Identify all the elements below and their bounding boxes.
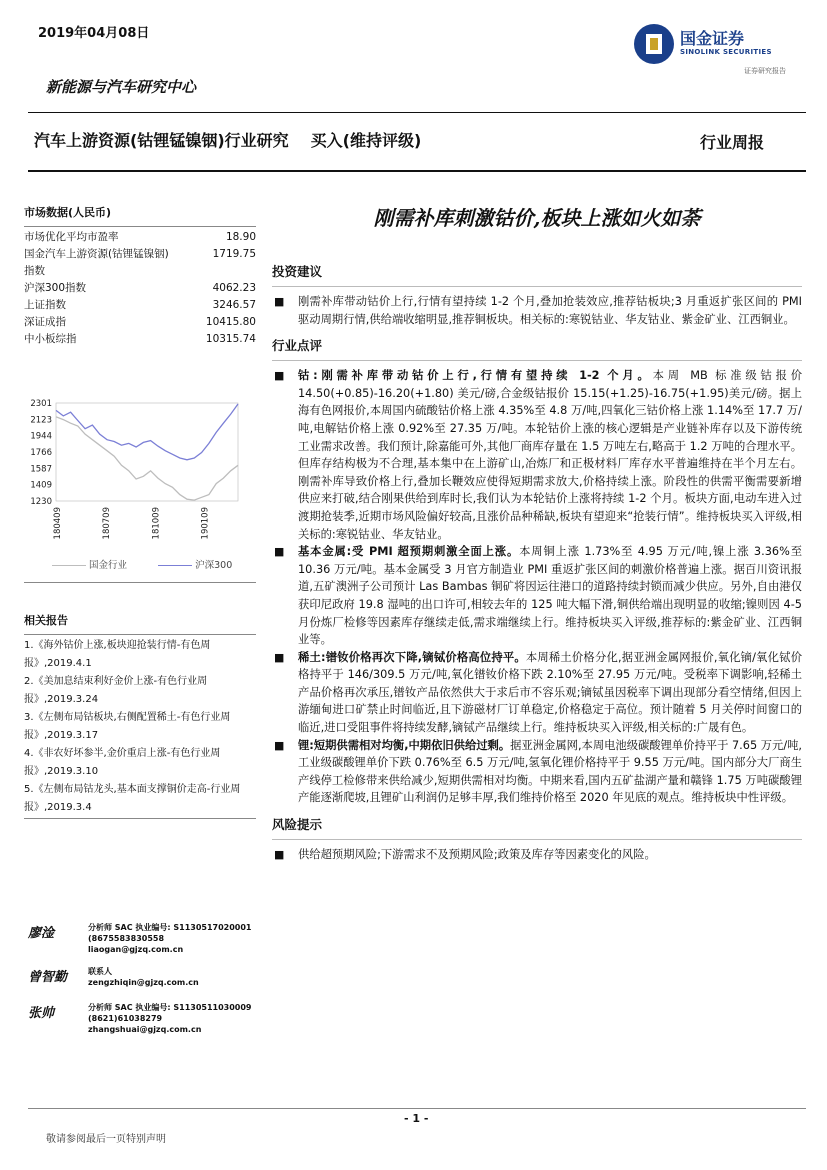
market-label: 市场优化平均市盈率	[24, 231, 119, 243]
y-tick-label: 1409	[30, 480, 52, 491]
related-reports	[24, 612, 256, 817]
report-link[interactable]: 2.《美加息结束利好金价上涨-有色行业周报》,2019.3.24	[24, 676, 208, 705]
analyst-name: 廖淦	[28, 926, 55, 941]
y-tick-label: 2123	[30, 415, 52, 426]
market-row	[24, 297, 256, 314]
header-rule-top	[28, 112, 806, 113]
point-body: 据亚洲金属网,本周电池级碳酸锂单价持平于 7.65 万元/吨,工业级碳酸锂单价下跌 0.76%至 6.5 万元/吨,氢氧化锂价格持平于 9.55 万元/吨。国内部分大厂商生产线停工检修带来供给减少,短期供需相对均衡。中期来看,国内五矿盐湖产量和赣锋 1.75 万吨碳酸锂产能逐渐爬坡,且锂矿山利润仍足够丰厚,我们维持价格至 2020 年见底的观点。维持板块中性评级。	[298, 738, 803, 805]
chart-legend	[24, 557, 256, 571]
legend-label-industry: 国金行业	[89, 560, 128, 571]
report-link[interactable]: 4.《非农好坏参半,金价重启上涨-有色行业周报》,2019.3.10	[24, 748, 221, 777]
bullet-icon: ■	[274, 545, 285, 559]
market-value: 10315.74	[205, 333, 256, 345]
legend-swatch-industry	[52, 565, 86, 566]
plot-frame	[56, 403, 238, 501]
brand-name: 国金证券	[680, 29, 745, 48]
disclaimer-note[interactable]: 敬请参阅最后一页特别声明	[46, 1134, 166, 1145]
y-tick-label: 2301	[30, 399, 52, 409]
x-tick-label: 180409	[53, 507, 63, 540]
bullet-icon: ■	[274, 738, 285, 752]
legend-swatch-hs300	[158, 565, 192, 566]
point-body: 本周稀土价格分化,据亚洲金属网报价,氧化镝/氧化铽价格持平于 146/309.5 万元/吨,氧化镨钕价格下跌 2.10%至 27.95 万元/吨。受税率下调影响,轻稀土产品价格再次承压,镨钕产品依然供大于求后市不容乐观;镝铽虽因税率下调出现部分看空情绪,但因上游缅甸进口矿禁止时间临近,且下游磁材厂订单稳定,价格稳定于高位。预计随着 5 月关停时间窗口的临近,进口受阻事件将持续发酵,镝铽产品继续上行。维持板块买入评级,相关标的:广晟有色。	[298, 650, 802, 735]
page-number: - 1 -	[404, 1112, 429, 1125]
report-headline	[34, 128, 421, 151]
report-link[interactable]: 1.《海外钴价上涨,板块迎抢装行情-有色周报》,2019.4.1	[24, 640, 211, 669]
brand-english: SINOLINK SECURITIES	[680, 48, 772, 56]
analyst-name: 曾智勤	[28, 970, 68, 985]
analyst-line: 联系人	[88, 967, 112, 976]
market-row	[24, 229, 256, 246]
y-tick-label: 1766	[30, 447, 52, 458]
market-data-title: 市场数据(人民币)	[24, 206, 112, 219]
x-tick-label: 181009	[151, 507, 162, 540]
risk-paragraph	[272, 846, 802, 864]
market-row	[24, 246, 256, 280]
risk-title: 风险提示	[272, 817, 323, 833]
point-head: 稀土:镨钕价格再次下降,镝铽价格高位持平。	[298, 650, 526, 664]
analyst-info	[88, 1002, 252, 1035]
analyst-line: 分析师 SAC 执业编号: S1130517020001	[88, 923, 252, 932]
point-body: 本周铜上涨 1.73%至 4.95 万元/吨,镍上涨 3.36%至 10.36 万元/吨。基本金属受 3 月官方制造业 PMI 重返扩张区间的刺激价格普遍上涨。据百川资讯报道,五矿澳洲子公司预计 Las Bambas 铜矿将因运往港口的道路持续封锁而减少供应。另外,自由港仅获印尼政府 19.8 湿吨的出口许可,相较去年的 125 吨大幅下滑,铜供给端出现明显的收缩;镍则因 4-5 月份炼厂检修等因素库存继续走低,需求端继续上行。维持板块买入评级,推荐标的:紫金矿业、江西铜业等。	[298, 545, 802, 647]
bullet-icon: ■	[274, 369, 285, 383]
analyst-line: (8621)61038279	[88, 1014, 163, 1023]
report-link[interactable]: 3.《左侧布局钴板块,右侧配置稀土-有色行业周报》,2019.3.17	[24, 712, 231, 741]
invest-text: 刚需补库带动钴价上行,行情有望持续 1-2 个月,叠加抢装效应,推荐钴板块;3 月重返扩张区间的 PMI 驱动周期行情,供给端收缩明显,推荐铜板块。相关标的:寒锐钴业、华友钴业、紫金矿业、江西铜业。	[298, 295, 802, 326]
y-tick-label: 1230	[30, 497, 52, 507]
market-value: 4062.23	[212, 282, 256, 294]
x-tick-label: 180709	[102, 507, 113, 540]
point-lithium	[272, 737, 802, 807]
series-line-0	[56, 417, 238, 500]
reports-divider	[24, 818, 256, 819]
risk-text: 供给超预期风险;下游需求不及预期风险;政策及库存等因素变化的风险。	[298, 848, 656, 862]
market-data-panel	[24, 204, 256, 348]
y-tick-label: 1944	[30, 431, 52, 442]
related-reports-list	[24, 634, 256, 817]
market-label: 深证成指	[24, 316, 66, 328]
brand-subtitle: 证券研究报告	[744, 67, 786, 75]
report-date: 2019年04月08日	[38, 26, 150, 41]
point-base-metals	[272, 543, 802, 649]
research-center: 新能源与汽车研究中心	[46, 78, 197, 96]
point-cobalt	[272, 367, 802, 543]
market-label: 中小板综指	[24, 333, 77, 345]
report-type: 行业周报	[700, 133, 765, 152]
market-value: 1719.75	[212, 248, 256, 260]
headline-text: 汽车上游资源(钴锂锰镍铟)行业研究	[34, 131, 289, 150]
index-chart	[24, 386, 256, 578]
market-row	[24, 331, 256, 348]
market-row	[24, 280, 256, 297]
rating-text: 买入(维持评级)	[310, 131, 422, 150]
analyst-info	[88, 966, 199, 988]
analyst-name: 张帅	[28, 1006, 55, 1021]
related-reports-title: 相关报告	[24, 614, 68, 627]
analyst-line: 分析师 SAC 执业编号: S1130511030009	[88, 1003, 252, 1012]
report-title: 刚需补库刺激钴价,板块上涨如火如荼	[373, 206, 701, 230]
market-row	[24, 314, 256, 331]
market-data-list	[24, 226, 256, 348]
point-head: 钴:刚需补库带动钴价上行,行情有望持续 1-2 个月。	[298, 369, 653, 383]
point-rare-earth	[272, 649, 802, 737]
point-head: 基本金属:受 PMI 超预期刺激全面上涨。	[298, 545, 520, 559]
bullet-icon: ■	[274, 295, 285, 308]
footer-rule	[28, 1108, 806, 1109]
invest-paragraph	[272, 293, 802, 328]
y-tick-label: 1587	[30, 464, 52, 475]
sidebar-divider	[24, 582, 256, 583]
analyst-email[interactable]: liaogan@gjzq.com.cn	[88, 945, 184, 954]
analyst-line: (8675583830558	[88, 934, 165, 943]
analyst-info	[88, 922, 252, 955]
market-label: 国金汽车上游资源(钴锂锰镍铟)指数	[24, 248, 169, 277]
market-label: 上证指数	[24, 299, 66, 311]
header-rule-bottom	[28, 170, 806, 172]
market-label: 沪深300指数	[24, 282, 87, 294]
bullet-icon: ■	[274, 848, 285, 862]
invest-title: 投资建议	[272, 264, 323, 279]
point-body: 本周 MB 标准级钴报价 14.50(+0.85)-16.20(+1.80) 美元/磅,合金级钴报价 15.15(+1.25)-16.75(+1.95)美元/磅。据上海有色网报价,本周国内硫酸钴价格上涨 4.35%至 4.8 万/吨,四氧化三钴价格上涨 1.14%至 17.7 万/吨,电解钴价格上涨 0.92%至 27.35 万/吨。本轮钴价上涨的核心逻辑是产业链补库存以及下游传统工业需求改善。我们预计,除嘉能可外,其他厂商库存量在 1.5 万吨左右,略高于 1.2 万吨的合理水平。但库存结构极为不合理,基本集中在上游矿山,冶炼厂和正极材料厂库存水平普遍维持在半个月左右。刚需补库导致价格上行,叠加长鞭效应使得短期需求放大,价格持续上涨。阶段性的供需平衡需要新增供应来打破,结合刚果供给到库时长,我们认为本轮钴价上涨将持续 1-2 个月。板块方面,电动车进入过渡期抢装季,近期市场风险偏好较高,且涨价品种稀缺,板块有望迎来“抢装行情”。维持板块买入评级,相关标的:寒锐钴业、华友钴业。	[298, 369, 802, 541]
market-value: 10415.80	[205, 316, 256, 328]
bullet-icon: ■	[274, 650, 285, 664]
analyst-email[interactable]: zhangshuai@gjzq.com.cn	[88, 1025, 202, 1034]
point-head: 锂:短期供需相对均衡,中期依旧供给过剩。	[298, 738, 511, 752]
report-link[interactable]: 5.《左侧布局钴龙头,基本面支撑铜价走高-行业周报》,2019.3.4	[24, 784, 241, 813]
market-value: 18.90	[225, 231, 256, 243]
main-content	[272, 262, 802, 864]
legend-label-hs300: 沪深300	[195, 560, 233, 571]
brand-logo-icon	[632, 22, 676, 66]
x-tick-label: 190109	[200, 507, 211, 540]
analyst-email[interactable]: zengzhiqin@gjzq.com.cn	[88, 978, 199, 987]
market-value: 3246.57	[212, 299, 256, 311]
review-title: 行业点评	[272, 338, 323, 354]
